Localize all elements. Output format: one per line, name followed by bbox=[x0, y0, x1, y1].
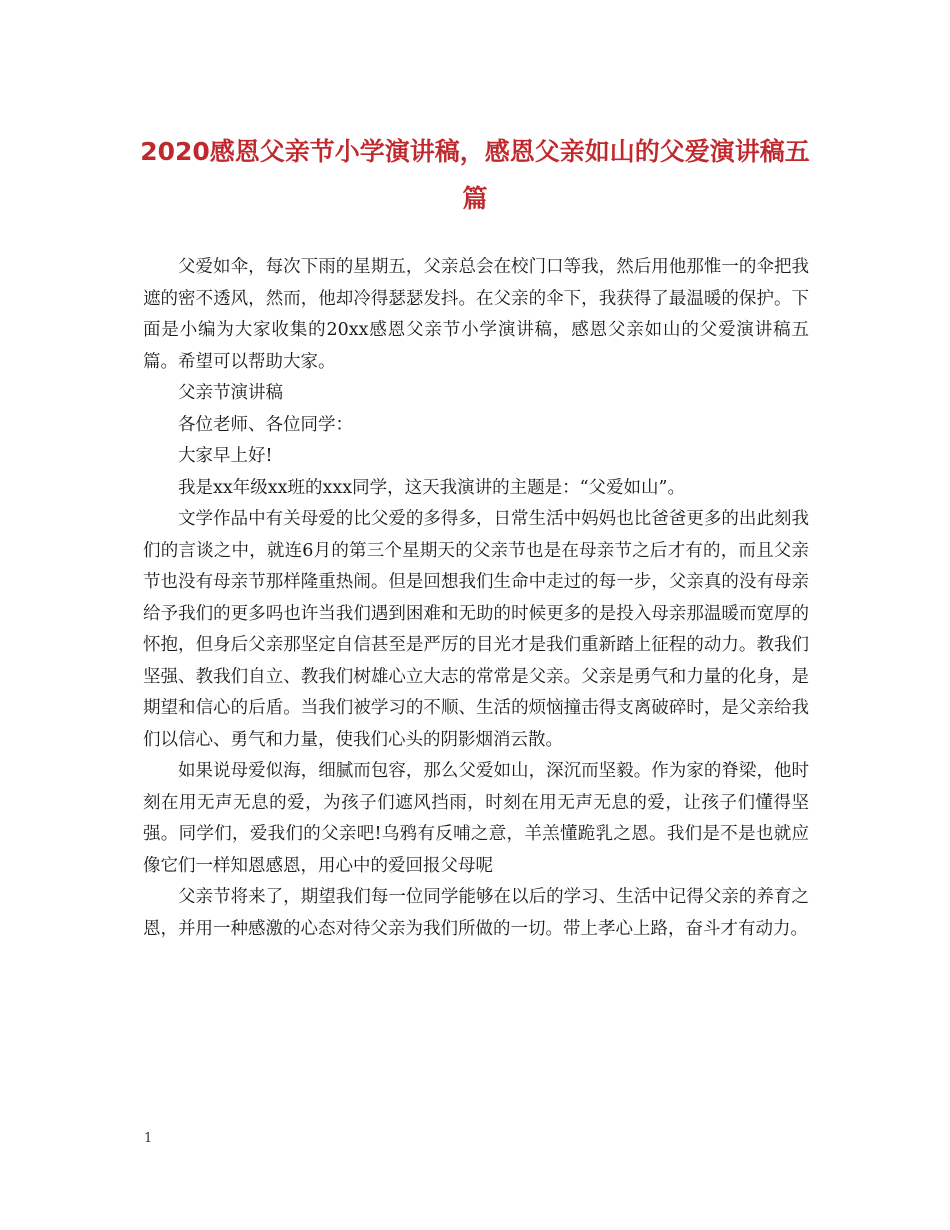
paragraph-body-1: 文学作品中有关母爱的比父爱的多得多，日常生活中妈妈也比爸爸更多的出此刻我们的言谈之中，就连6月的第三个星期天的父亲节也是在母亲节之后才有的，而且父亲节也没有母亲节那样隆重热闹。但是回想我们生命中走过的每一步，父亲真的没有母亲给予我们的更多吗也许当我们遇到困难和无助的时候更多的是投入母亲那温暖而宽厚的怀抱，但身后父亲那坚定自信甚至是严厉的目光才是我们重新踏上征程的动力。教我们坚强、教我们自立、教我们树雄心立大志的常常是父亲。父亲是勇气和力量的化身，是期望和信心的后盾。当我们被学习的不顺、生活的烦恼撞击得支离破碎时，是父亲给我们以信心、勇气和力量，使我们心头的阴影烟消云散。 bbox=[143, 509, 809, 750]
page-number: 1 bbox=[144, 1131, 153, 1146]
paragraph-salutation: 各位老师、各位同学： bbox=[178, 414, 353, 435]
paragraph-intro: 父爱如伞，每次下雨的星期五，父亲总会在校门口等我，然后用他那惟一的伞把我遮的密不透风，然而，他却冷得瑟瑟发抖。在父亲的伞下，我获得了最温暖的保护。下面是小编为大家收集的20xx感恩父亲节小学演讲稿，感恩父亲如山的父爱演讲稿五篇。希望可以帮助大家。 bbox=[143, 257, 809, 372]
paragraph-section-heading: 父亲节演讲稿 bbox=[178, 383, 283, 403]
paragraph-greeting: 大家早上好! bbox=[178, 446, 273, 466]
document-body bbox=[143, 252, 809, 945]
paragraph-closing: 父亲节将来了，期望我们每一位同学能够在以后的学习、生活中记得父亲的养育之恩，并用一种感激的心态对待父亲为我们所做的一切。带上孝心上路，奋斗才有动力。 bbox=[143, 887, 809, 939]
paragraph-body-2: 如果说母爱似海，细腻而包容，那么父爱如山，深沉而坚毅。作为家的脊梁，他时刻在用无声无息的爱，为孩子们遮风挡雨，时刻在用无声无息的爱，让孩子们懂得坚强。同学们，爱我们的父亲吧!乌鸦有反哺之意，羊羔懂跪乳之恩。我们是不是也就应像它们一样知恩感恩，用心中的爱回报父母呢 bbox=[143, 761, 809, 876]
document-title: 2020感恩父亲节小学演讲稿，感恩父亲如山的父爱演讲稿五篇 bbox=[140, 137, 810, 213]
paragraph-self-introduction: 我是xx年级xx班的xxx同学，这天我演讲的主题是：“父爱如山”。 bbox=[178, 477, 685, 498]
